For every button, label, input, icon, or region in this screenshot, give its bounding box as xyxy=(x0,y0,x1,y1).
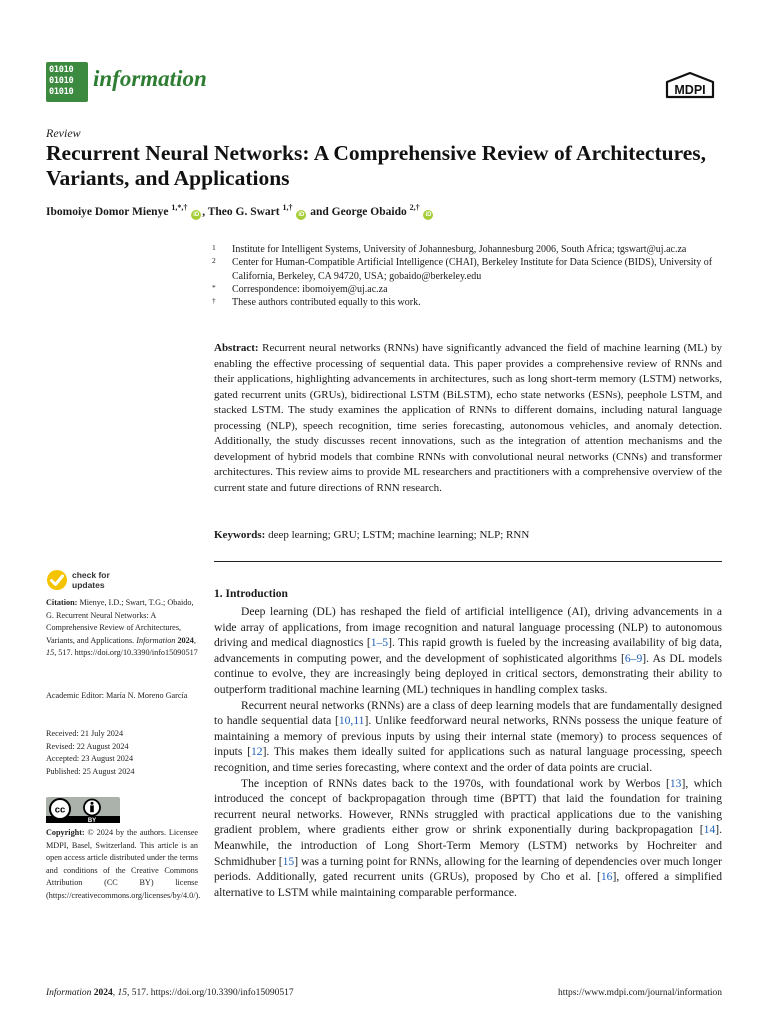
affiliation-number: 2 xyxy=(212,256,216,266)
citation-link[interactable]: 12 xyxy=(250,745,263,759)
orcid-icon[interactable]: iD xyxy=(193,211,200,218)
date-received: Received: 21 July 2024 xyxy=(46,729,124,738)
citation-text: Mienye, I.D.; Swart, T.G.; Obaido, G. Recurrent Neural Networks: A Comprehensive Review of Architectures, Variants, and Applications. xyxy=(46,598,194,645)
body-paragraph xyxy=(214,604,722,698)
academic-editor xyxy=(46,690,198,703)
citation-journal: Information xyxy=(136,635,176,645)
journal-logo xyxy=(46,62,88,102)
abstract-text: Recurrent neural networks (RNNs) have significantly advanced the field of machine learning (ML) by enabling the effective processing of sequential data. This paper provides a comprehensive review of RNNs and their applications, highlighting advancements in architectures, such as long short-term memory (LSTM) networks, gated recurrent units (GRUs), bidirectional LSTM (BiLSTM), echo state networks (ESNs), peephole LSTM, and stacked LSTM. The study examines the application of RNNs to different domains, including natural language processing (NLP), speech recognition, time series forecasting, autonomous vehicles, and anomaly detection. Additionally, the study discusses recent innovations, such as the integration of attention mechanisms and the development of hybrid models that combine RNNs with convolutional neural networks (CNNs) and transformer architectures. This review aims to provide ML researchers and practitioners with a comprehensive overview of the current state and future directions of RNN research. xyxy=(214,342,722,494)
citation-link[interactable]: 15 xyxy=(282,854,295,868)
paragraph-text: Deep learning (DL) has reshaped the field of artificial intelligence (AI), driving advancements in a wide array of applications, from image recognition and natural language processing (NLP) to autonomous driving and medical diagnostics [ xyxy=(214,605,722,650)
section-divider xyxy=(214,561,722,562)
logo-bits-row: 01010 xyxy=(49,76,74,86)
copyright-block xyxy=(46,827,201,902)
affiliation-text: Center for Human-Compatible Artificial Intelligence (CHAI), Berkeley Institute for Data Science (BIDS), University of California, Berkeley, CA 94720, USA; gobaido@berkeley.edu xyxy=(232,257,713,282)
author-separator: , xyxy=(202,205,208,218)
author-name[interactable]: George Obaido xyxy=(331,205,407,218)
citation-doi[interactable]: , 517. https://doi.org/10.3390/info15090517 xyxy=(54,648,198,657)
academic-editor-text: Academic Editor: María N. Moreno García xyxy=(46,691,188,700)
paragraph-text: ], offered a simplified alternative to LSTM while maintaining comparable performance. xyxy=(214,870,723,899)
author-marks: 1,*,† xyxy=(171,203,188,212)
check-updates-text: check for xyxy=(72,570,110,580)
check-updates-text: updates xyxy=(72,580,105,590)
date-accepted: Accepted: 23 August 2024 xyxy=(46,754,134,763)
affiliation-number: 1 xyxy=(212,243,216,252)
affiliation-text: These authors contributed equally to this work. xyxy=(232,297,421,309)
citation-link[interactable]: 14 xyxy=(703,823,716,837)
copyright-text: © 2024 by the authors. Licensee MDPI, Basel, Switzerland. This article is an open access article distributed under the terms and conditions of the Creative Commons Attribution (CC BY) license (https://creativecommons.org/licenses/by/4.0/). xyxy=(46,828,201,900)
affiliation-number: † xyxy=(212,296,216,306)
logo-bits-row: 01010 xyxy=(49,87,74,97)
author-marks: 1,† xyxy=(282,203,293,212)
affiliation-item xyxy=(212,296,732,309)
paragraph-text: ]. This makes them ideally suited for applications such as natural language processing, speech recognition, and time series forecasting, where context and the order of data points are crucial. xyxy=(214,745,722,774)
citation-label: Citation: xyxy=(46,598,78,607)
footer-volume: , 15 xyxy=(112,988,128,998)
footer-doi[interactable]: , 517. https://doi.org/10.3390/info15090517 xyxy=(127,988,294,998)
citation-volume: , 15 xyxy=(46,635,196,657)
affiliation-item xyxy=(212,243,732,256)
affiliation-item xyxy=(212,256,732,283)
footer-journal-url[interactable]: https://www.mdpi.com/journal/information xyxy=(557,988,722,998)
citation-link[interactable]: 13 xyxy=(669,776,682,790)
check-updates-icon xyxy=(46,569,68,591)
keywords-label: Keywords: xyxy=(214,529,266,541)
affiliation-text: Institute for Intelligent Systems, University of Johannesburg, Johannesburg 2006, South Africa; tgswart@uj.ac.za xyxy=(232,244,687,255)
mdpi-logo[interactable] xyxy=(664,70,716,100)
paragraph-text: The inception of RNNs dates back to the 1970s, with foundational work by Werbos [ xyxy=(241,776,670,790)
cc-by-text: BY xyxy=(87,818,97,823)
author-name[interactable]: Theo G. Swart xyxy=(207,205,280,218)
affiliation-item xyxy=(212,283,732,296)
citation-link[interactable]: 6–9 xyxy=(624,651,643,665)
citation-year: 2024 xyxy=(175,635,194,645)
paragraph-text: ]. This rapid growth is fueled by the increasing availability of big data, advancements in computing power, and the development of sophisticated algorithms [ xyxy=(214,636,723,665)
cc-badge-text: cc xyxy=(54,804,66,816)
keywords xyxy=(214,528,722,543)
date-revised: Revised: 22 August 2024 xyxy=(46,741,129,751)
author-list xyxy=(46,203,434,220)
paragraph-text: ]. As DL models continue to evolve, they are increasingly being deployed in critical sectors, demonstrating their ability to outperform traditional machine learning (ML) techniques in handling complex tasks. xyxy=(214,651,722,696)
cc-by-license-icon[interactable] xyxy=(46,797,120,823)
abstract-label: Abstract: xyxy=(214,342,259,354)
affiliation-text: Correspondence: ibomoiyem@uj.ac.za xyxy=(232,283,388,295)
body-paragraph xyxy=(214,698,722,776)
introduction-body xyxy=(214,604,722,900)
journal-name[interactable]: information xyxy=(93,66,207,91)
affiliations xyxy=(212,243,732,309)
footer-journal: Information xyxy=(46,988,92,998)
author-conjunction: and xyxy=(307,205,332,218)
paragraph-text: ] was a turning point for RNNs, allowing for the learning of dependencies over much longer periods. Additionally, gated recurrent units (GRUs), proposed by Cho et al. [ xyxy=(214,854,722,884)
author-name[interactable]: Ibomoiye Domor Mienye xyxy=(46,205,169,218)
citation-link[interactable]: 16 xyxy=(600,870,613,884)
article-dates xyxy=(46,728,198,778)
check-for-updates-button[interactable] xyxy=(46,569,166,593)
orcid-icon[interactable]: iD xyxy=(298,211,305,218)
paragraph-text: ]. Meanwhile, the introduction of Long Short-Term Memory (LSTM) networks by Hochreiter and Schmidhuber [ xyxy=(214,823,722,868)
logo-bits-row: 01010 xyxy=(49,65,74,75)
citation-link[interactable]: 10,11 xyxy=(338,714,365,728)
citation-block xyxy=(46,597,198,660)
section-heading: 1. Introduction xyxy=(214,588,288,600)
date-published: Published: 25 August 2024 xyxy=(46,766,135,776)
body-paragraph xyxy=(214,776,722,901)
paragraph-text: Recurrent neural networks (RNNs) are a class of deep learning models that are fundamentally designed to handle sequential data [ xyxy=(214,698,722,728)
abstract xyxy=(214,341,722,496)
affiliation-number: * xyxy=(212,282,216,292)
paragraph-text: ]. Unlike feedforward neural networks, RNNs possess the unique feature of maintaining a memory of previous inputs by using their internal state (memory) to process sequences of inputs [ xyxy=(214,714,722,759)
footer-citation xyxy=(46,988,294,998)
copyright-label: Copyright: xyxy=(46,828,85,837)
paragraph-text: ], which introduced the concept of backpropagation through time (BPTT) that laid the foundation for training recurrent neural networks. However, RNNs struggled with practical applications due to the vanishing gradient problem, where gradients either grow or shrink exponentially during backpropagation [ xyxy=(214,776,722,837)
article-type: Review xyxy=(46,126,81,140)
mdpi-logo-text: MDPI xyxy=(674,83,706,97)
orcid-icon[interactable]: iD xyxy=(425,211,432,218)
footer-year: 2024 xyxy=(91,988,113,998)
author-marks: 2,† xyxy=(409,203,420,212)
article-title: Recurrent Neural Networks: A Comprehensive Review of Architectures, Variants, and Applications xyxy=(46,141,707,190)
keywords-text: deep learning; GRU; LSTM; machine learning; NLP; RNN xyxy=(265,529,530,541)
citation-link[interactable]: 1–5 xyxy=(370,636,389,650)
